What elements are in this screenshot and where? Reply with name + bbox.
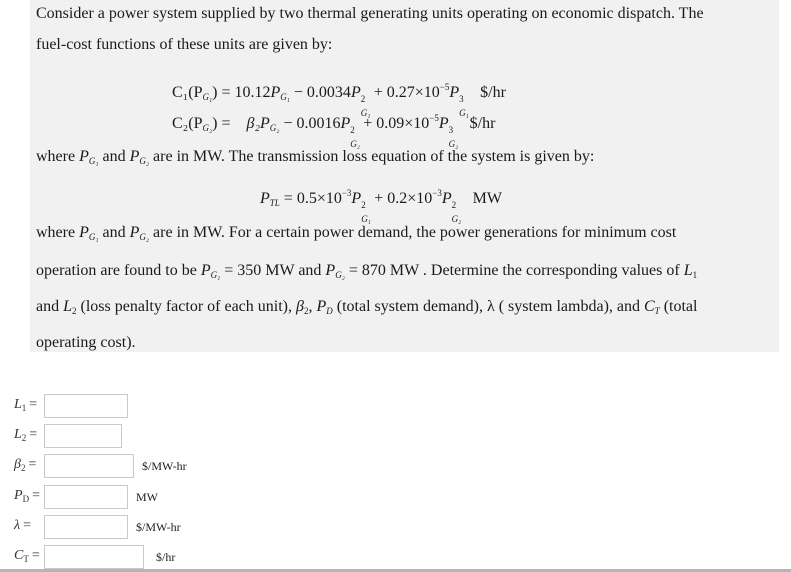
question-panel	[30, 0, 779, 352]
PD-input[interactable]	[44, 485, 128, 509]
cost-equation-2: $C_2(P_{G_2})$ = $\beta_2P_{G_2} - 0.0016P$ 2 G₂ + $0.09\times 10^{-5}P$ 3 G₂ $/hr	[172, 113, 496, 149]
answer-section	[0, 392, 791, 572]
question-text-line-7: operating cost).	[36, 334, 136, 351]
answer-label-CT: $C_T$ =	[14, 548, 40, 564]
CT-input[interactable]	[44, 545, 144, 569]
question-text-line-2: fuel-cost functions of these units are given by:	[36, 36, 333, 53]
L2-input[interactable]	[44, 424, 122, 448]
question-text-line-3: where $P_{G_1}$ and $P_{G_2}$ are in MW. The transmission loss equation of the system is given by:	[36, 148, 595, 166]
lambda-unit: $/MW-hr	[136, 520, 181, 534]
answer-label-L2: $L_2$ =	[14, 427, 38, 443]
CT-unit: $/hr	[156, 550, 176, 564]
question-text-line-6: and $L_2$ (loss penalty factor of each unit), $\beta_2$, $P_D$ (total system demand), λ ( system lambda), and $C_T$ (total	[36, 298, 698, 316]
PD-unit: MW	[136, 490, 158, 504]
answer-label-L1: $L_1$ =	[14, 397, 38, 413]
cost-equation-1: $C_1(P_{G_1}) = 10.12P_{G_1} - 0.0034P$ 2 G₁ + $0.27\times 10^{-5}P$ 3 G₁ $/hr	[172, 82, 506, 118]
beta2-input[interactable]	[44, 454, 134, 478]
answer-label-lambda: λ =	[14, 518, 31, 533]
question-text-line-4: where $P_{G_1}$ and $P_{G_2}$ are in MW. For a certain power demand, the power generations for minimum cost	[36, 224, 677, 242]
lambda-input[interactable]	[44, 515, 128, 539]
L1-input[interactable]	[44, 394, 128, 418]
question-text-line-1: Consider a power system supplied by two thermal generating units operating on economic dispatch. The	[36, 5, 704, 22]
loss-equation: $P_{TL} = 0.5\times 10^{-3}P$ 2 G₁ + $0.2\times 10^{-3}P$ 2 G₂ MW	[260, 188, 502, 224]
answer-label-PD: $P_D$ =	[14, 488, 40, 504]
answer-label-beta2: $\beta_2$ =	[14, 457, 37, 473]
question-text-line-5: operation are found to be $P_{G_1} = 350$ MW and $P_{G_2} = 870$ MW . Determine the corresponding values of $L_1$	[36, 262, 698, 280]
beta2-unit: $/MW-hr	[142, 459, 187, 473]
